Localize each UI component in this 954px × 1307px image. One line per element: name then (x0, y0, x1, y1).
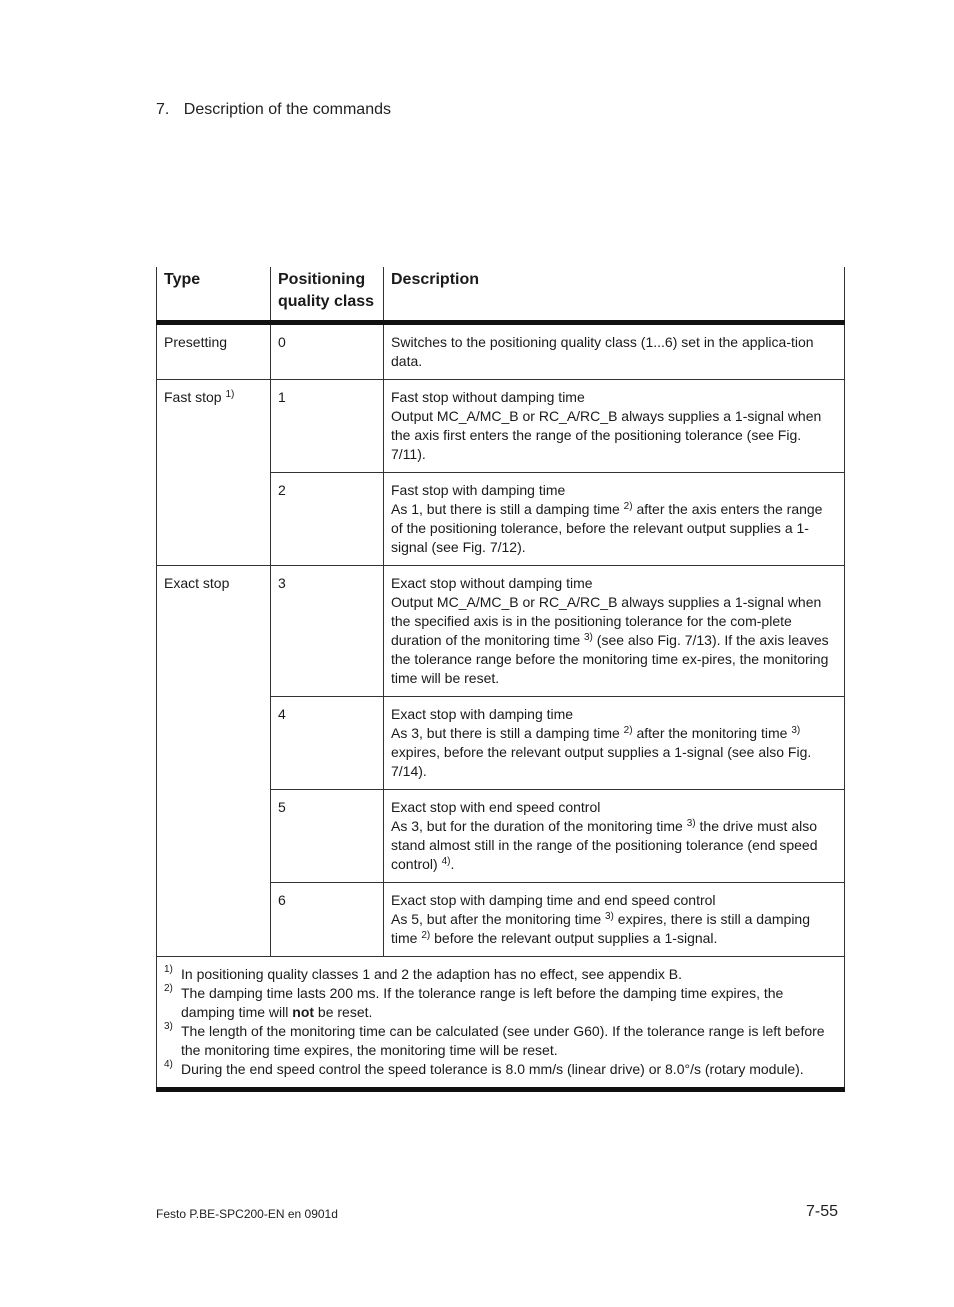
footnotes-row (157, 957, 845, 1090)
footnote-text: During the end speed control the speed tolerance is 8.0 mm/s (linear drive) or 8.0°/s (rotary module). (181, 1061, 804, 1077)
description-title: Fast stop without damping time (391, 389, 585, 405)
class-cell: 0 (271, 323, 384, 380)
footnote-ref: 1) (225, 389, 235, 400)
column-header-type: Type (157, 267, 271, 323)
table-row (157, 380, 845, 473)
table-row (157, 323, 845, 380)
description-cell (384, 883, 845, 957)
class-cell: 5 (271, 790, 384, 883)
description-cell (384, 380, 845, 473)
footnote-mark: 3) (164, 1021, 173, 1032)
footnote-ref: 4) (441, 856, 451, 867)
footnote-ref: 2) (623, 501, 633, 512)
footnote (164, 1060, 837, 1079)
description-line: As 3, but there is still a damping time $^{2)}$ after the monitoring time $^{3)}$ expires, before the relevant output supplies a 1-signal (see also Fig. 7/14). (391, 725, 812, 779)
description-cell (384, 473, 845, 566)
column-header-quality-class: Positioning quality class (271, 267, 384, 323)
column-header-description: Description (384, 267, 845, 323)
emphasis: not (292, 1004, 315, 1020)
type-label: Fast stop (164, 389, 222, 405)
description-title: Exact stop without damping time (391, 575, 593, 591)
page-header (156, 101, 391, 119)
description-line: Switches to the positioning quality class (1...6) set in the applica-tion data. (391, 334, 814, 369)
description-title: Exact stop with damping time and end speed control (391, 892, 716, 908)
description-line: Output MC_A/MC_B or RC_A/RC_B always supplies a 1-signal when the specified axis is in the positioning tolerance for the com-plete duration of the monitoring time $^{3)}$ (see also Fig. 7/13). If the axis leaves the tolerance range before the monitoring time ex-pires, the monitoring time will be reset. (391, 594, 829, 686)
positioning-quality-table (156, 267, 845, 1092)
footnotes (157, 957, 845, 1090)
chapter-title: Description of the commands (183, 101, 391, 118)
description-title: Exact stop with damping time (391, 706, 574, 722)
description-line: Output MC_A/MC_B or RC_A/RC_B always supplies a 1-signal when the axis first enters the range of the positioning tolerance (see Fig. 7/11). (391, 408, 822, 462)
description-line: As 3, but for the duration of the monitoring time $^{3)}$ the drive must also stand almost still in the range of the positioning tolerance (end speed control) $^{4)}$. (391, 818, 818, 872)
footnote-ref: 2) (623, 725, 633, 736)
footnote-ref: 3) (605, 911, 614, 922)
footnote-text: The damping time lasts 200 ms. If the tolerance range is left before the damping time expires, the damping time will not be reset. (181, 985, 784, 1020)
description-title: Exact stop with end speed control (391, 799, 601, 815)
class-cell: 4 (271, 697, 384, 790)
type-label: Exact stop (164, 575, 230, 591)
footnote-ref: 2) (421, 930, 431, 941)
footnote (164, 965, 837, 984)
footnote-ref: 3) (584, 632, 593, 643)
footnote-ref: 3) (686, 818, 696, 829)
type-label: Presetting (164, 334, 228, 350)
class-cell: 3 (271, 566, 384, 697)
document-id: Festo P.BE-SPC200-EN en 0901d (156, 1207, 338, 1221)
footnote (164, 984, 837, 1022)
description-cell (384, 790, 845, 883)
class-cell: 6 (271, 883, 384, 957)
table-row (157, 566, 845, 697)
footnote-mark: 4) (164, 1059, 173, 1070)
type-cell (157, 566, 271, 957)
description-line: As 1, but there is still a damping time $^{2)}$ after the axis enters the range of the positioning tolerance, before the relevant output supplies a 1-signal (see Fig. 7/12). (391, 501, 823, 555)
footnote-text: In positioning quality classes 1 and 2 the adaption has no effect, see appendix B. (181, 966, 682, 982)
footnote-text: The length of the monitoring time can be calculated (see under G60). If the tolerance range is left before the monitoring time expires, the monitoring time will be reset. (181, 1023, 825, 1058)
class-cell: 2 (271, 473, 384, 566)
chapter-number: 7. (156, 101, 170, 118)
description-line: As 5, but after the monitoring time $^{3)}$ expires, there is still a damping time $^{2)}$ before the relevant output supplies a 1-signal. (391, 911, 810, 946)
footnote-mark: 1) (164, 964, 173, 975)
table-header-row (157, 267, 845, 323)
type-cell (157, 323, 271, 380)
class-cell: 1 (271, 380, 384, 473)
footnote-ref: 3) (791, 725, 801, 736)
footnote-mark: 2) (164, 983, 173, 994)
page-number: 7-55 (805, 1203, 838, 1220)
type-cell (157, 380, 271, 566)
description-title: Fast stop with damping time (391, 482, 566, 498)
description-cell (384, 697, 845, 790)
footnote (164, 1022, 837, 1060)
description-cell (384, 566, 845, 697)
description-cell (384, 323, 845, 380)
